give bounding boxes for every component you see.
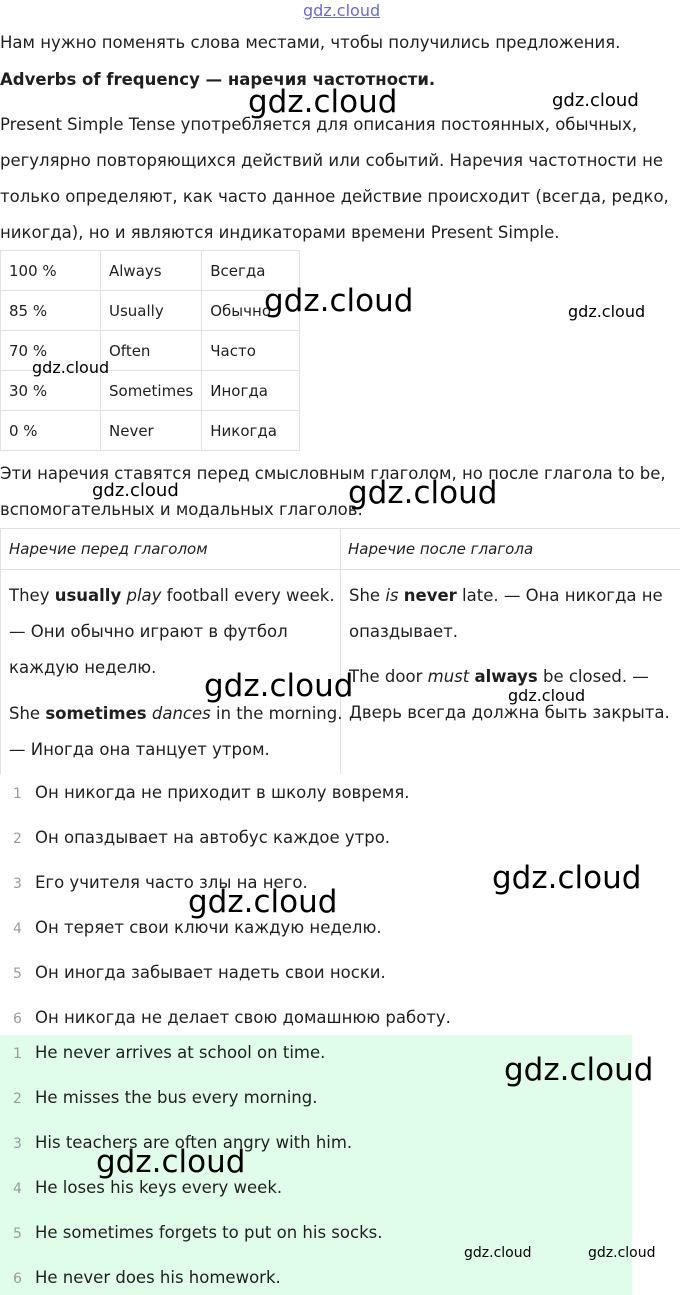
translation-cell: Всегда xyxy=(202,251,300,291)
item-number: 6 xyxy=(13,1271,22,1287)
percent-cell: 100 % xyxy=(1,251,101,291)
watermark: gdz.cloud xyxy=(568,302,646,321)
paragraph-line: Present Simple Tense употребляется для описания постоянных, обычных, xyxy=(0,115,638,134)
placement-rule-line: вспомогательных и модальных глаголов. xyxy=(0,500,363,519)
item-text: Его учителя часто злы на него. xyxy=(35,873,308,892)
list-item xyxy=(0,958,386,988)
list-item xyxy=(0,823,390,853)
watermark: gdz.cloud xyxy=(492,860,642,896)
watermark: gdz.cloud xyxy=(188,884,338,920)
translation-cell: Обычно xyxy=(202,291,300,331)
text-part: be closed. — xyxy=(537,667,649,686)
adverb-placement-table xyxy=(0,528,680,774)
item-number: 5 xyxy=(13,1226,22,1242)
paragraph-line: регулярно повторяющихся действий или событий. Наречия частотности не xyxy=(0,151,664,170)
example-line: Дверь всегда должна быть закрыта. xyxy=(349,703,670,722)
watermark: gdz.cloud xyxy=(504,1052,654,1088)
adverb-cell: Never xyxy=(101,411,202,451)
percent-cell: 30 % xyxy=(1,371,101,411)
watermark: gdz.cloud xyxy=(464,1245,532,1261)
item-number: 2 xyxy=(13,1091,22,1107)
paragraph-line: никогда), но и являются индикаторами времени Present Simple. xyxy=(0,223,560,242)
section-heading: Adverbs of frequency — наречия частотности. xyxy=(0,70,436,89)
adverb-word: always xyxy=(474,667,538,686)
percent-cell: 85 % xyxy=(1,291,101,331)
watermark: gdz.cloud xyxy=(348,475,498,511)
item-number: 6 xyxy=(13,1011,22,1027)
item-text: Он никогда не делает свою домашнюю работу. xyxy=(35,1008,451,1027)
watermark: gdz.cloud xyxy=(96,1144,246,1180)
text-part: The door xyxy=(349,667,428,686)
watermark: gdz.cloud xyxy=(32,358,110,377)
list-item xyxy=(0,1218,382,1248)
text-part: in the morning. xyxy=(210,704,343,723)
example-line: каждую неделю. xyxy=(9,658,157,677)
adverb-cell: Usually xyxy=(101,291,202,331)
watermark: gdz.cloud xyxy=(204,668,354,704)
watermark: gdz.cloud xyxy=(588,1245,656,1261)
example-line xyxy=(9,578,342,614)
translation-cell: Никогда xyxy=(202,411,300,451)
verb-word: is xyxy=(385,586,399,605)
translation-cell: Иногда xyxy=(202,371,300,411)
adverb-word: usually xyxy=(54,586,122,605)
item-number: 4 xyxy=(13,1181,22,1197)
placement-rule-line: Эти наречия ставятся перед смысловным глаголом, но после глагола to be, xyxy=(0,464,666,483)
verb-word: dances xyxy=(151,704,211,723)
item-number: 3 xyxy=(13,1136,22,1152)
adverb-word: never xyxy=(403,586,457,605)
adverb-cell: Sometimes xyxy=(101,371,202,411)
percent-cell: 0 % xyxy=(1,411,101,451)
item-number: 4 xyxy=(13,921,22,937)
table-row xyxy=(1,411,300,451)
frequency-table xyxy=(0,250,300,451)
item-text: His teachers are often angry with him. xyxy=(35,1133,353,1152)
item-text: He misses the bus every morning. xyxy=(35,1088,318,1107)
text-part: They xyxy=(9,586,55,605)
table-row xyxy=(1,251,300,291)
item-text: He never does his homework. xyxy=(35,1268,281,1287)
text-part: football every week. xyxy=(161,586,335,605)
example-line xyxy=(349,578,670,614)
list-item xyxy=(0,1038,325,1068)
text-part: She xyxy=(349,586,386,605)
item-text: Он теряет свои ключи каждую неделю. xyxy=(35,918,382,937)
watermark: gdz.cloud xyxy=(264,283,414,319)
example-line: — Они обычно играют в футбол xyxy=(9,622,288,641)
watermark: gdz.cloud xyxy=(508,686,586,705)
top-watermark-link[interactable]: gdz.cloud xyxy=(303,1,381,20)
item-text: He sometimes forgets to put on his socks. xyxy=(35,1223,383,1242)
translation-cell: Часто xyxy=(202,331,300,371)
item-text: He never arrives at school on time. xyxy=(35,1043,326,1062)
item-text: Он иногда забывает надеть свои носки. xyxy=(35,963,386,982)
adverb-cell: Often xyxy=(101,331,202,371)
item-number: 1 xyxy=(13,786,22,802)
left-column-header: Наречие перед глаголом xyxy=(1,529,340,570)
adverb-cell: Always xyxy=(101,251,202,291)
item-number: 2 xyxy=(13,831,22,847)
adverb-word: sometimes xyxy=(45,704,147,723)
item-number: 5 xyxy=(13,966,22,982)
watermark: gdz.cloud xyxy=(552,90,639,111)
paragraph-line: только определяют, как часто данное действие происходит (всегда, редко, xyxy=(0,187,669,206)
intro-text: Нам нужно поменять слова местами, чтобы получились предложения. xyxy=(0,33,621,52)
verb-word: must xyxy=(427,667,470,686)
percent-cell: 70 % xyxy=(1,331,101,371)
text-part: She xyxy=(9,704,46,723)
list-item xyxy=(0,778,410,808)
item-number: 1 xyxy=(13,1046,22,1062)
table-row xyxy=(1,291,300,331)
item-text: Он никогда не приходит в школу вовремя. xyxy=(35,783,410,802)
right-cell xyxy=(349,578,670,731)
item-text: Он опаздывает на автобус каждое утро. xyxy=(35,828,391,847)
text-part: late. — Она никогда не xyxy=(456,586,663,605)
item-text: He loses his keys every week. xyxy=(35,1178,283,1197)
verb-word: play xyxy=(126,586,162,605)
list-item xyxy=(0,1003,451,1033)
list-item xyxy=(0,1083,317,1113)
example-line: опаздывает. xyxy=(349,622,459,641)
item-number: 3 xyxy=(13,876,22,892)
right-column-header: Наречие после глагола xyxy=(340,529,680,570)
watermark: gdz.cloud xyxy=(248,84,398,120)
example-line: — Иногда она танцует утром. xyxy=(9,740,270,759)
watermark: gdz.cloud xyxy=(92,480,179,501)
list-item xyxy=(0,1263,281,1293)
